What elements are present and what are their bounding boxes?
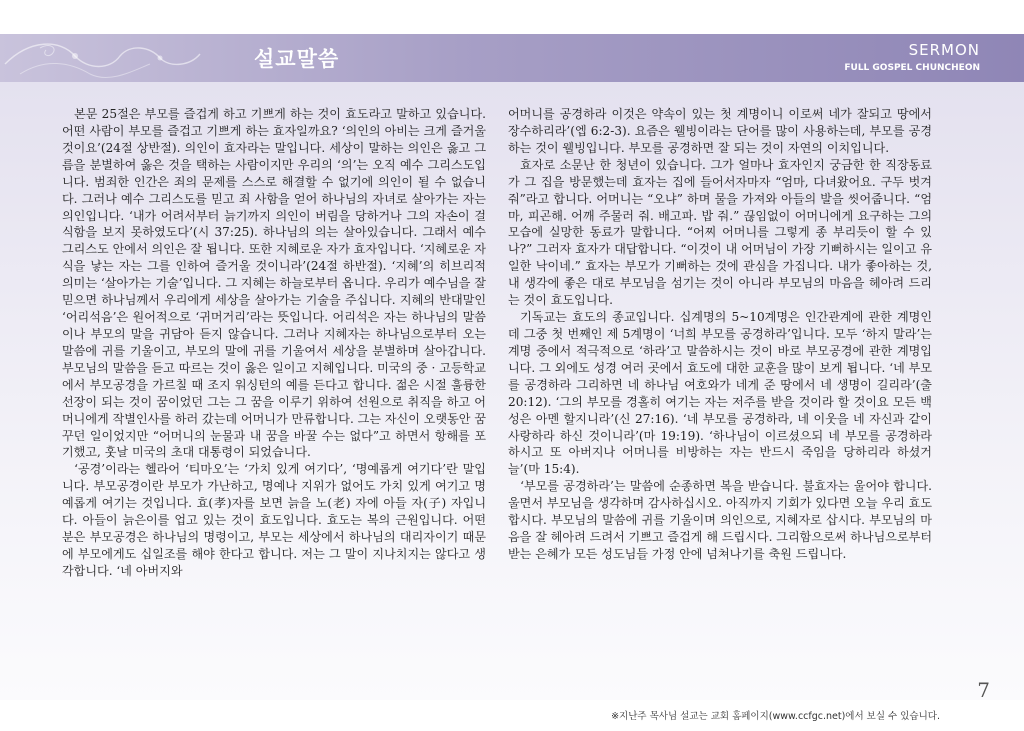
church-name: FULL GOSPEL CHUNCHEON bbox=[844, 63, 980, 73]
page-number: 7 bbox=[977, 678, 990, 702]
ornament-swirl-icon bbox=[0, 34, 230, 82]
footnote: ※지난주 목사님 설교는 교회 홈페이지(www.ccfgc.net)에서 보실 수 있습니다. bbox=[611, 711, 940, 722]
paragraph: 기독교는 효도의 종교입니다. 십계명의 5~10계명은 인간관계에 관한 계명인데 그중 첫 번째인 제 5계명이 ‘너희 부모를 공경하라’입니다. 모두 ‘하지 말라’는 계명 중에서 적극적으로 ‘하라’고 말씀하시는 것이 바로 부모공경에 관한 계명입니다. 그 외에도 성경 여러 곳에서 효도에 대한 교훈을 많이 보게 됩니다. ‘네 부모를 공경하라 그리하면 네 하나님 여호와가 네게 준 땅에서 네 생명이 길리라’(출 20:12). ‘그의 부모를 경홀히 여기는 자는 저주를 받을 것이라 할 것이요 모든 백성은 아멘 할지니라’(신 27:16). ‘네 부모를 공경하라, 네 이웃을 네 자신과 같이 사랑하라 하신 것이니라’(마 19:19). ‘하나님이 이르셨으되 네 부모를 공경하라 하시고 또 아버지나 어머니를 비방하는 자는 반드시 죽임을 당하리라 하셨거늘’(마 15:4). bbox=[508, 310, 932, 477]
paragraph: 효자로 소문난 한 청년이 있습니다. 그가 얼마나 효자인지 궁금한 한 직장동료가 그 집을 방문했는데 효자는 집에 들어서자마자 “엄마, 다녀왔어요. 구두 벗겨 줘”라고 합니다. 어머니는 “오냐” 하며 물을 가져와 아들의 발을 씻어줍니다. “엄마, 피곤해. 어깨 주물러 줘. 배고파. 밥 줘.” 끊임없이 어머니에게 요구하는 그의 모습에 실망한 동료가 말합니다. “어찌 어머니를 그렇게 종 부리듯이 할 수 있나?” 그러자 효자가 대답합니다. “이것이 내 어머님이 가장 기뻐하시는 일이고 유일한 낙이네.” 효자는 부모가 기뻐하는 것에 관심을 가집니다. 내가 좋아하는 것, 내 생각에 좋은 대로 부모님을 섬기는 것이 아니라 부모님의 마음을 헤아려 드리는 것이 효도입니다. bbox=[508, 157, 932, 308]
header-banner bbox=[0, 34, 1024, 82]
paragraph: 본문 25절은 부모를 즐겁게 하고 기쁘게 하는 것이 효도라고 말하고 있습니다. 어떤 사람이 부모를 즐겁고 기쁘게 하는 효자일까요? ‘의인의 아비는 크게 즐거울 것이요’(24절 상반절). 의인이 효자라는 말입니다. 세상이 말하는 의인은 옳고 그름을 분별하여 옳은 것을 택하는 사람이지만 우리의 ‘의’는 오직 예수 그리스도입니다. 범죄한 인간은 죄의 문제를 스스로 해결할 수 없기에 의인이 될 수 없습니다. 그러나 예수 그리스도를 믿고 죄 사함을 얻어 하나님의 자녀로 살아가는 자는 의인입니다. ‘내가 어려서부터 늙기까지 의인이 버림을 당하거나 그의 자손이 걸식함을 보지 못하였도다’(시 37:25). 하나님의 의는 살아있습니다. 그래서 예수 그리스도 안에서 의인은 잘 됩니다. 또한 지혜로운 자가 효자입니다. ‘지혜로운 자식을 낳는 자는 그를 인하여 즐거울 것이니라’(24절 하반절). ‘지혜’의 히브리적 의미는 ‘살아가는 기술’입니다. 그 지혜는 하늘로부터 옵니다. 우리가 예수님을 잘 믿으면 하나님께서 우리에게 세상을 살아가는 기술을 주십니다. 지혜의 반대말인 ‘어리석음’은 원어적으로 ‘귀머거리’라는 뜻입니다. 어리석은 자는 하나님의 말씀이나 부모의 말을 귀담아 듣지 않습니다. 그러나 지혜자는 하나님으로부터 오는 말씀에 귀를 기울이고, 부모의 말에 귀를 기울여서 세상을 분별하며 살아갑니다. 부모님의 말씀을 듣고 따르는 것이 옳은 일이고 지혜입니다. 미국의 중 · 고등학교에서 부모공경을 가르칠 때 조지 워싱턴의 예를 든다고 합니다. 젊은 시절 훌륭한 선장이 되는 것이 꿈이었던 그는 그 꿈을 이루기 위하여 선원으로 취직을 하고 어머니에게 작별인사를 하러 갔는데 어머니가 만류합니다. 그는 자신이 오랫동안 꿈꾸던 일이었지만 “어머니의 눈물과 내 꿈을 바꿀 수는 없다”고 하면서 항해를 포기했고, 훗날 미국의 초대 대통령이 되었습니다. bbox=[62, 107, 486, 460]
paragraph: ‘부모를 공경하라’는 말씀에 순종하면 복을 받습니다. 불효자는 울어야 합니다. 울면서 부모님을 생각하며 감사하십시오. 아직까지 기회가 있다면 오늘 우리 효도합시다. 부모님의 말씀에 귀를 기울이며 의인으로, 지혜자로 삽시다. 부모님의 마음을 잘 헤아려 드려서 기쁘고 즐겁게 해 드립시다. 그리함으로써 하나님으로부터 받는 은혜가 모든 성도님들 가정 안에 넘쳐나기를 축원 드립니다. bbox=[508, 479, 932, 561]
page-title: 설교말씀 bbox=[254, 47, 340, 71]
paragraph: 어머니를 공경하라 이것은 약속이 있는 첫 계명이니 이로써 네가 잘되고 땅에서 장수하리라’(엡 6:2-3). 요즘은 웰빙이라는 단어를 많이 사용하는데, 부모를 공경하는 것이 웰빙입니다. 부모를 공경하면 잘 되는 것이 자연의 이치입니다. bbox=[508, 107, 932, 155]
section-label: SERMON bbox=[908, 41, 980, 59]
left-column bbox=[62, 106, 486, 580]
sermon-body bbox=[0, 82, 1024, 700]
paragraph: ‘공경’이라는 헬라어 ‘티마오’는 ‘가치 있게 여기다’, ‘명예롭게 여기다’란 말입니다. 부모공경이란 부모가 가난하고, 명예나 지위가 없어도 가치 있게 여기고 명예롭게 여기는 것입니다. 효(孝)자를 보면 늙을 노(老) 자에 아들 자(子) 자입니다. 아들이 늙은이를 업고 있는 것이 효도입니다. 효도는 복의 근원입니다. 어떤 분은 부모공경은 하나님의 명령이고, 부모는 세상에서 하나님의 대리자이기 때문에 부모에게도 십일조를 해야 한다고 합니다. 저는 그 말이 지나치지는 않다고 생각합니다. ‘네 아버지와 bbox=[62, 462, 486, 578]
right-column bbox=[508, 106, 932, 563]
